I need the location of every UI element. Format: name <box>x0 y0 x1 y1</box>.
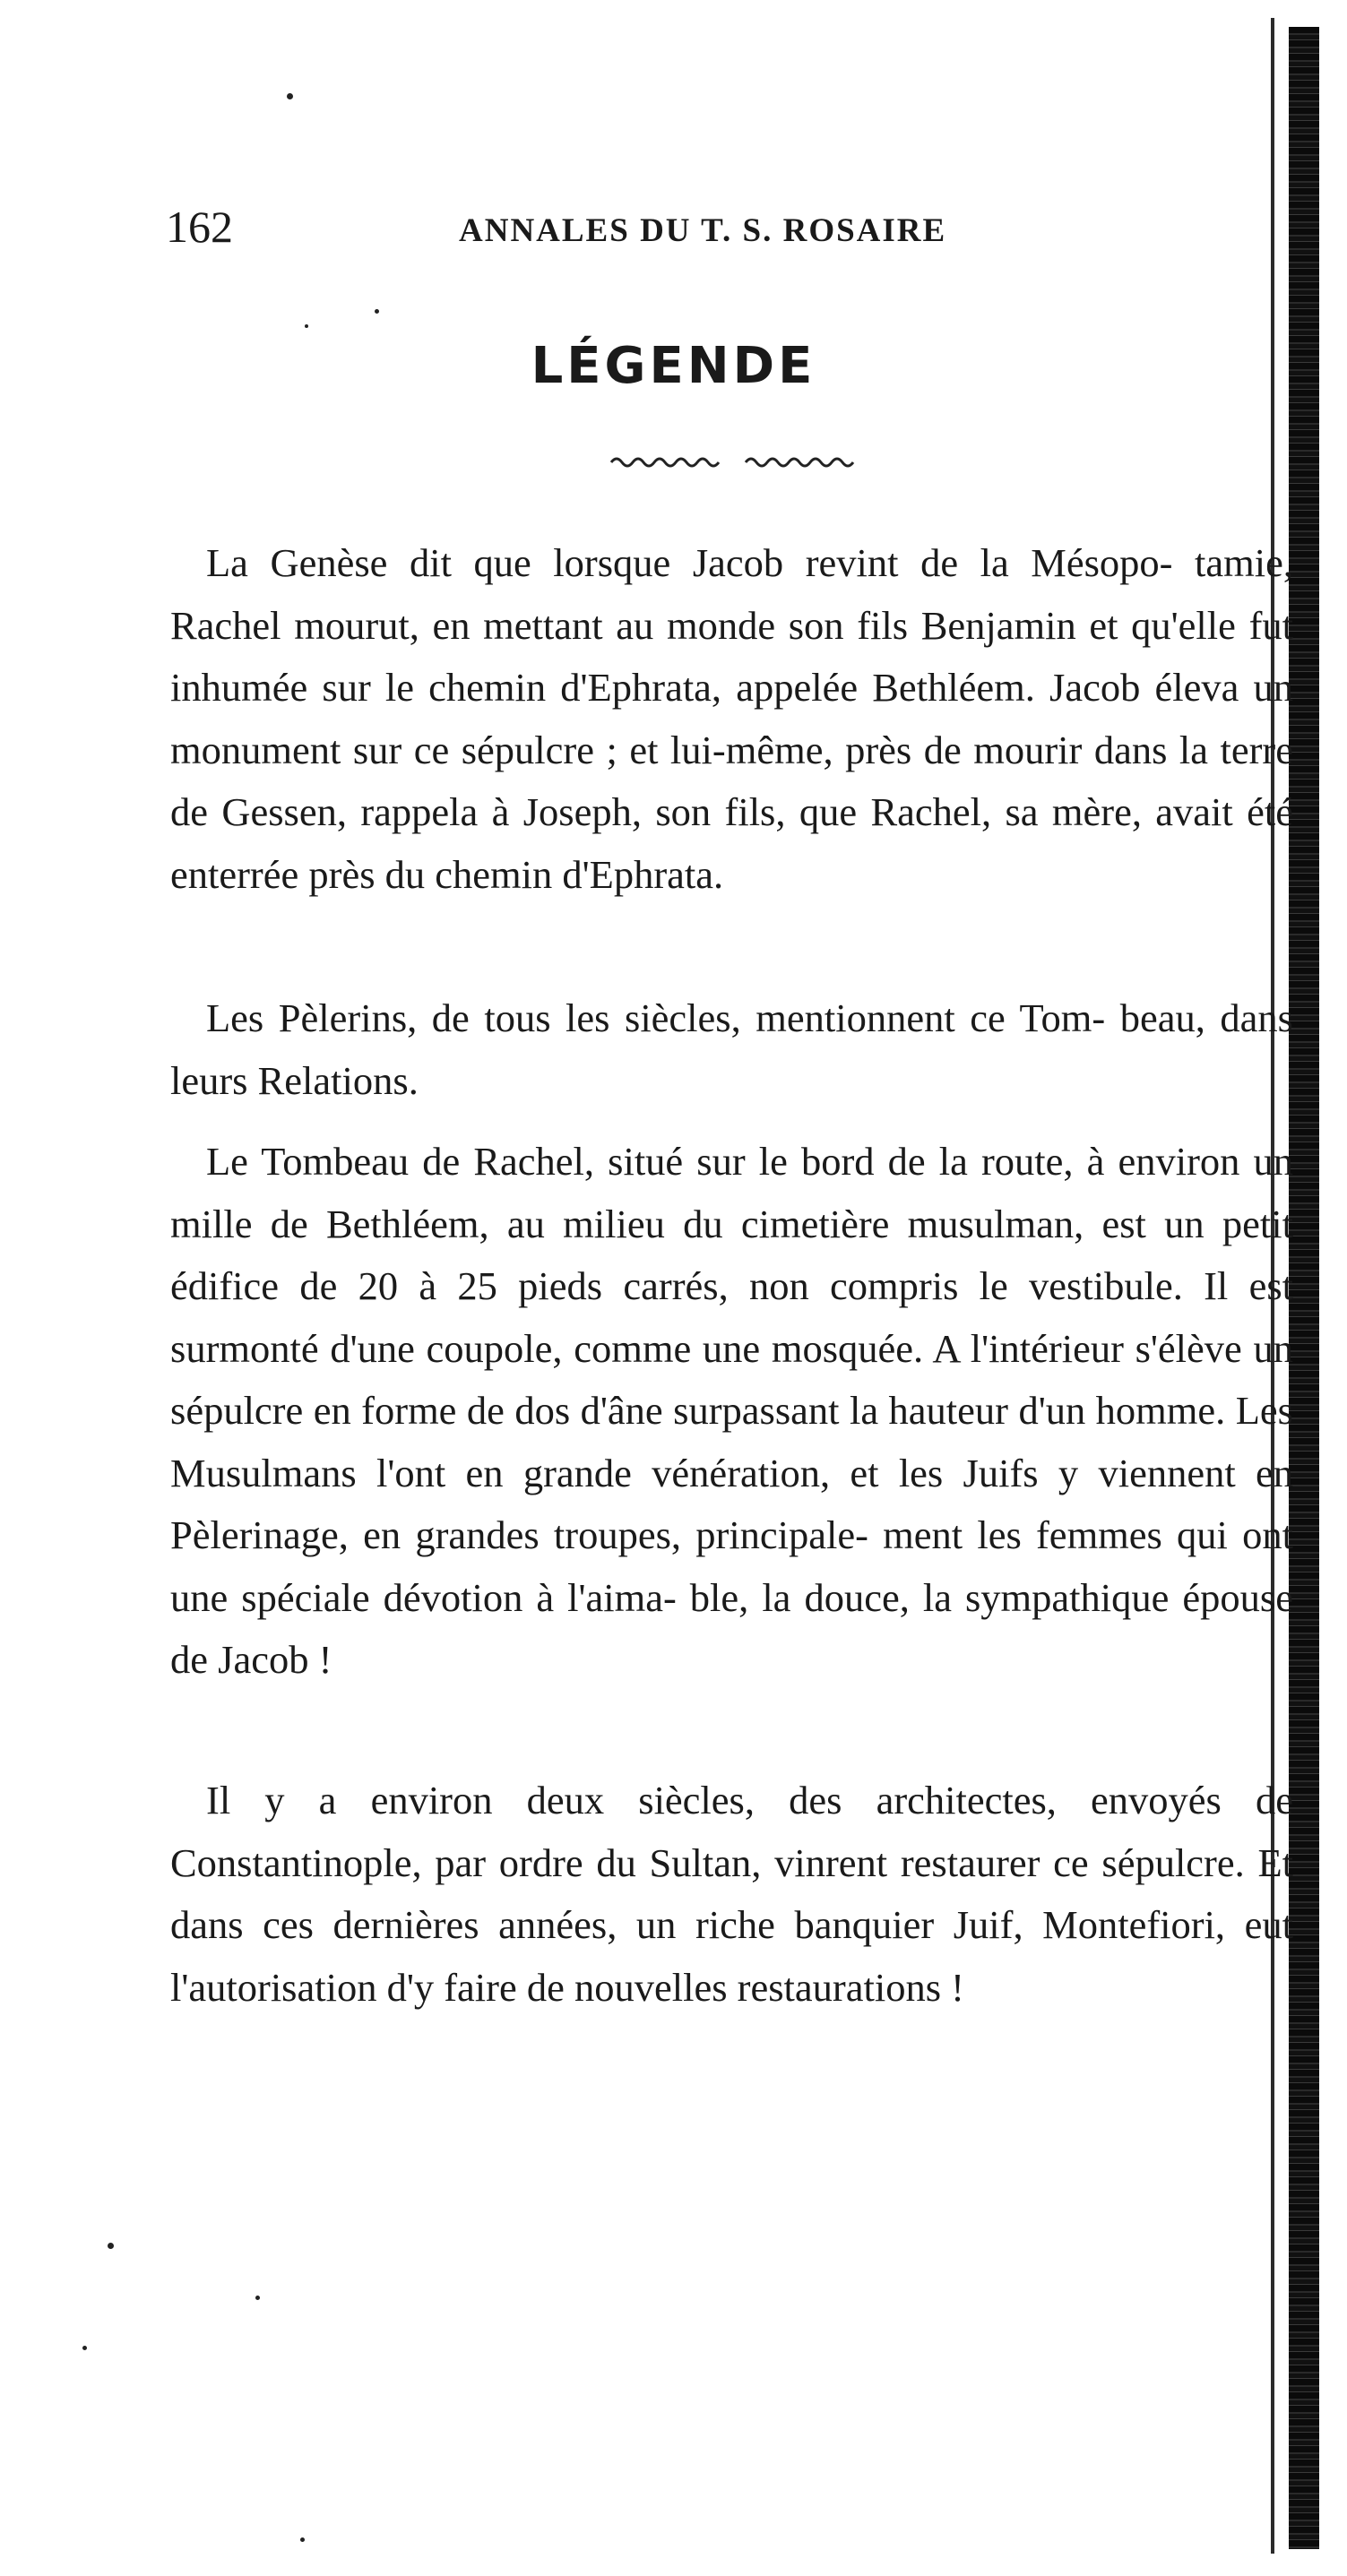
speck <box>300 2537 305 2542</box>
title-ornament <box>609 452 869 471</box>
speck <box>287 93 293 99</box>
running-title: ANNALES DU T. S. ROSAIRE <box>459 212 947 249</box>
page-number: 162 <box>166 202 233 252</box>
paragraph-1: La Genèse dit que lorsque Jacob revint de la Mésopo- tamie, Rachel mourut, en mettant au monde son fils Benjamin et qu'elle fut inhumée sur le chemin d'Ephrata, appelée Bethléem. Jacob éleva un monument sur ce sépulcre ; et lui-même, près de mourir dans la terre de Gessen, rappela à Joseph, son fils, que Rachel, sa mère, avait été enterrée près du chemin d'Ephrata. <box>170 540 1293 897</box>
paragraph-2: Les Pèlerins, de tous les siècles, mentionnent ce Tom- beau, dans leurs Relations. <box>170 995 1293 1103</box>
speck <box>255 2296 260 2300</box>
binding-edge <box>1289 27 1319 2549</box>
speck <box>82 2346 87 2350</box>
speck <box>305 324 308 328</box>
paragraph-3: Le Tombeau de Rachel, situé sur le bord de la route, à environ un mille de Bethléem, au milieu du cimetière musulman, est un petit édifice de 20 à 25 pieds carrés, non compris le vestibule. Il est surmonté d'une coupole, comme une mosquée. A l'intérieur s'élève un sépulcre en forme de dos d'âne surpassant la hauteur d'un homme. Les Musulmans l'ont en grande vénération, et les Juifs y viennent en Pèlerinage, en grandes troupes, principale- ment les femmes qui ont une spéciale dévotion à l'aima- ble, la douce, la sympathique épouse de Jacob ! <box>170 1139 1293 1682</box>
speck <box>108 2243 114 2249</box>
article-title: LÉGENDE <box>531 337 816 395</box>
speck <box>375 309 379 314</box>
paragraph-4: Il y a environ deux siècles, des architectes, envoyés de Constantinople, par ordre du Sultan, vinrent restaurer ce sépulcre. Et dans ces dernières années, un riche banquier Juif, Montefiori, eut l'autorisation d'y faire de nouvelles restaurations ! <box>170 1778 1293 2010</box>
